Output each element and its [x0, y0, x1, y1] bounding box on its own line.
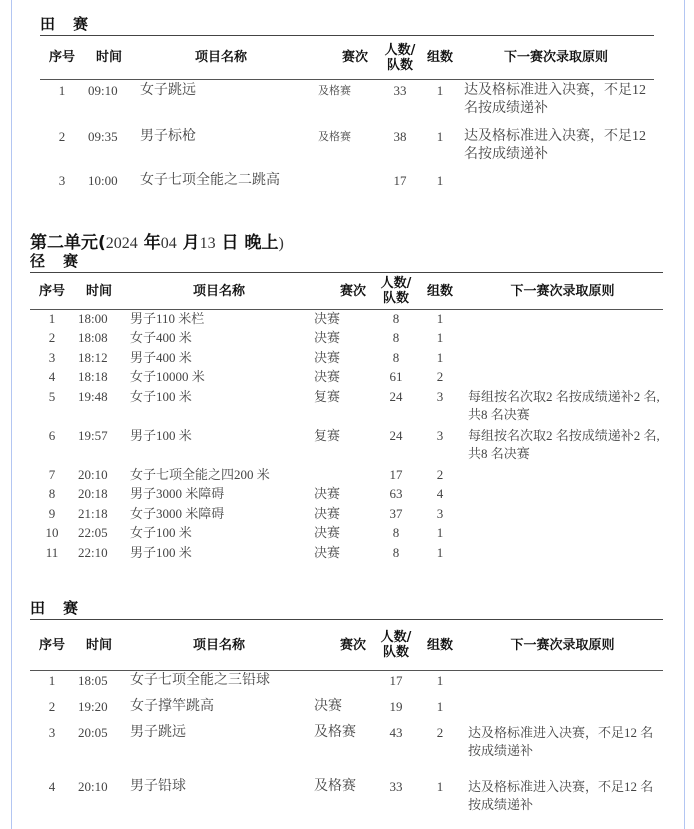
cell-no: 9: [48, 505, 56, 521]
cell-groups: 1: [436, 778, 444, 794]
section-title: [40, 13, 654, 35]
cell-count: 17: [389, 673, 403, 688]
cell-groups: 2: [436, 466, 444, 482]
table-row: [30, 349, 663, 369]
cell-count: 33: [393, 83, 407, 98]
table-row: [30, 544, 663, 564]
cell-groups: 1: [436, 544, 444, 560]
cell-round: 决赛: [314, 349, 341, 365]
cell-name: 女子七项全能之三铅球: [130, 673, 270, 688]
cell-name: 男子标枪: [140, 128, 196, 144]
unit-year: 2024: [105, 235, 138, 252]
cell-count: 8: [392, 311, 400, 326]
cell-rule: 达及格标准进入决赛，不足12 名按成绩递补: [468, 778, 654, 812]
cell-name: 男子100 米: [130, 427, 192, 443]
cell-groups: 1: [436, 698, 444, 714]
cell-rule: [462, 544, 663, 564]
section-title-char-2: 赛: [73, 15, 89, 33]
cell-count: 38: [393, 128, 407, 144]
cell-time: 20:18: [78, 486, 108, 501]
header-count-line1: 人数/: [384, 42, 416, 58]
table-header-row: [30, 620, 663, 671]
cell-rule: [462, 466, 663, 486]
unit-year-label: 年: [143, 233, 161, 253]
cell-count: 17: [393, 172, 407, 188]
cell-name: 女子10000 米: [130, 369, 205, 384]
section-title-char-2: 赛: [63, 599, 79, 617]
table-row: [30, 723, 663, 777]
section-title-char-2: 赛: [63, 252, 79, 270]
table-row: [30, 368, 663, 388]
header-count: [374, 620, 418, 671]
table-row: [30, 466, 663, 486]
cell-round: [314, 671, 374, 697]
cell-time: 18:12: [78, 349, 108, 365]
cell-rule: [462, 349, 663, 369]
header-count-line2: 队数: [386, 57, 413, 73]
cell-round: 决赛: [314, 311, 341, 326]
header-groups: 组数: [426, 637, 453, 653]
cell-name: 女子100 米: [130, 525, 192, 540]
header-round-label: 赛次: [341, 50, 368, 65]
cell-no: 10: [45, 525, 59, 540]
cell-count: 24: [389, 388, 403, 404]
cell-no: 2: [58, 128, 66, 144]
header-time: 时间: [95, 50, 122, 65]
cell-count: 33: [389, 778, 403, 794]
cell-count: 24: [389, 427, 403, 443]
cell-count: 8: [392, 544, 400, 560]
cell-time: 10:00: [88, 172, 118, 188]
header-round: [314, 620, 374, 671]
cell-round: [308, 170, 378, 198]
page-border-right: [684, 0, 685, 829]
cell-time: 18:00: [78, 311, 108, 326]
cell-time: 09:35: [88, 128, 118, 144]
cell-count: 37: [389, 505, 403, 521]
cell-groups: 1: [436, 172, 444, 188]
unit-prefix: 第二单元(: [30, 233, 106, 253]
header-name: 项目名称: [192, 637, 245, 653]
cell-groups: 1: [436, 330, 444, 345]
section-title-char-1: 田: [30, 599, 46, 617]
cell-groups: 3: [436, 427, 444, 443]
cell-round: 复赛: [314, 427, 341, 443]
table-row: [30, 485, 663, 505]
cell-rule: 达及格标准进入决赛，不足12 名按成绩递补: [468, 724, 654, 758]
cell-round: 决赛: [314, 330, 341, 345]
cell-count: 61: [389, 369, 403, 384]
field-events-table-2: [30, 619, 663, 827]
cell-rule: [458, 170, 654, 198]
cell-count: 43: [389, 724, 403, 740]
cell-groups: 3: [436, 388, 444, 404]
cell-count: 8: [392, 349, 400, 365]
track-events-section: [30, 250, 663, 563]
cell-rule: [462, 310, 663, 330]
table-row: [30, 505, 663, 525]
header-count-line2: 队数: [382, 291, 409, 306]
field-events-table-1: [40, 35, 654, 198]
cell-time: 22:10: [78, 544, 108, 560]
header-round: [308, 36, 378, 80]
cell-rule: [462, 485, 663, 505]
header-round-label: 赛次: [339, 637, 366, 653]
cell-no: 2: [48, 698, 56, 714]
table-row: [40, 80, 654, 124]
cell-time: 09:10: [88, 83, 118, 98]
cell-name: 女子撑竿跳高: [130, 698, 214, 714]
header-rule: 下一赛次录取原则: [503, 50, 608, 65]
cell-rule: 每组按名次取2 名按成绩递补2 名,共8 名决赛: [468, 427, 660, 461]
header-rule: 下一赛次录取原则: [510, 283, 615, 299]
cell-round: 及格赛: [318, 85, 351, 97]
unit-suffix: ): [278, 235, 284, 252]
cell-name: 男子110 米栏: [130, 311, 205, 326]
cell-groups: 2: [436, 724, 444, 740]
table-header-row: [30, 273, 663, 310]
unit-2-title: [30, 228, 284, 253]
cell-no: 2: [48, 330, 56, 345]
cell-name: 男子3000 米障碍: [130, 486, 225, 501]
header-name: 项目名称: [194, 50, 247, 65]
cell-round: 及格赛: [314, 724, 356, 740]
cell-rule: [462, 505, 663, 525]
cell-name: 男子铅球: [130, 778, 186, 794]
cell-groups: 1: [436, 311, 444, 326]
header-count-line2: 队数: [382, 645, 409, 660]
table-row: [30, 697, 663, 723]
cell-time: 20:10: [78, 466, 108, 482]
cell-no: 5: [48, 388, 56, 404]
cell-no: 4: [48, 778, 56, 794]
cell-count: 8: [392, 525, 400, 540]
table-header-row: [40, 36, 654, 80]
cell-count: 19: [389, 698, 403, 714]
cell-time: 21:18: [78, 505, 108, 521]
header-count-line1: 人数/: [380, 276, 412, 291]
cell-groups: 1: [436, 128, 444, 144]
cell-count: 63: [389, 486, 403, 501]
cell-no: 3: [48, 349, 56, 365]
section-title-char-1: 径: [30, 252, 46, 270]
cell-round: 决赛: [314, 525, 341, 540]
cell-groups: 1: [436, 83, 444, 98]
header-round: [314, 273, 374, 310]
cell-name: 女子400 米: [130, 330, 192, 345]
cell-groups: 3: [436, 505, 444, 521]
table-row: [30, 777, 663, 827]
header-name: 项目名称: [192, 283, 245, 299]
cell-round: 决赛: [314, 505, 341, 521]
cell-rule: 达及格标准进入决赛，不足12 名按成绩递补: [464, 83, 646, 116]
cell-rule: 达及格标准进入决赛，不足12 名按成绩递补: [464, 128, 646, 162]
cell-no: 3: [48, 724, 56, 740]
table-row: [40, 124, 654, 170]
cell-time: 18:05: [78, 673, 108, 688]
header-count: [378, 36, 422, 80]
unit-month-label: 月: [182, 233, 200, 253]
cell-groups: 1: [436, 349, 444, 365]
section-title-char-1: 田: [40, 15, 56, 33]
table-row: [30, 310, 663, 330]
cell-round: 决赛: [314, 544, 341, 560]
cell-round: 决赛: [314, 698, 342, 714]
field-events-section-1: [40, 13, 654, 198]
cell-count: 17: [389, 466, 403, 482]
cell-name: 女子3000 米障碍: [130, 505, 225, 521]
track-events-table: [30, 272, 663, 563]
table-row: [30, 524, 663, 544]
cell-name: 男子跳远: [130, 724, 186, 740]
page-border-left: [11, 0, 12, 829]
header-groups: 组数: [426, 283, 453, 299]
cell-name: 男子100 米: [130, 544, 192, 560]
cell-rule: [462, 697, 663, 723]
field-events-section-2: [30, 597, 663, 827]
cell-round: 复赛: [314, 388, 341, 404]
section-title: [30, 597, 663, 619]
cell-no: 1: [48, 311, 56, 326]
cell-rule: [462, 524, 663, 544]
unit-period: 晚上: [244, 233, 279, 253]
cell-time: 18:18: [78, 369, 108, 384]
cell-rule: 每组按名次取2 名按成绩递补2 名,共8 名决赛: [468, 388, 660, 422]
table-row: [30, 388, 663, 427]
cell-time: 22:05: [78, 525, 108, 540]
header-time: 时间: [85, 283, 112, 299]
cell-time: 20:10: [78, 778, 108, 794]
cell-groups: 1: [436, 673, 444, 688]
cell-name: 女子100 米: [130, 388, 192, 404]
cell-round: 及格赛: [314, 778, 356, 794]
cell-round: [314, 466, 374, 486]
cell-count: 8: [392, 330, 400, 345]
cell-rule: [462, 329, 663, 349]
cell-round: 决赛: [314, 369, 341, 384]
unit-day-label: 日: [221, 233, 239, 253]
cell-name: 男子400 米: [130, 349, 192, 365]
cell-round: 及格赛: [318, 130, 351, 143]
cell-rule: [462, 368, 663, 388]
cell-rule: [462, 671, 663, 697]
header-round-label: 赛次: [339, 283, 366, 299]
header-rule: 下一赛次录取原则: [510, 637, 615, 653]
cell-no: 6: [48, 427, 56, 443]
cell-round: 决赛: [314, 486, 341, 501]
table-row: [30, 427, 663, 466]
header-count: [374, 273, 418, 310]
header-time: 时间: [85, 637, 112, 653]
cell-no: 11: [45, 544, 59, 560]
cell-name: 女子跳远: [140, 83, 196, 98]
cell-no: 1: [48, 673, 56, 688]
section-title: [30, 250, 663, 272]
table-row: [40, 170, 654, 198]
cell-no: 1: [58, 83, 66, 98]
header-groups: 组数: [426, 50, 453, 65]
unit-month: 04: [160, 235, 177, 252]
header-count-line1: 人数/: [380, 630, 412, 645]
cell-groups: 2: [436, 369, 444, 384]
cell-no: 7: [48, 466, 56, 482]
unit-day: 13: [199, 235, 216, 252]
cell-groups: 4: [436, 486, 444, 501]
cell-name: 女子七项全能之四200 米: [130, 466, 270, 482]
cell-time: 19:57: [78, 427, 108, 443]
cell-no: 3: [58, 172, 66, 188]
cell-groups: 1: [436, 525, 444, 540]
table-row: [30, 671, 663, 697]
table-row: [30, 329, 663, 349]
cell-time: 19:48: [78, 388, 108, 404]
header-no: 序号: [38, 637, 65, 653]
cell-name: 女子七项全能之二跳高: [140, 172, 280, 188]
cell-time: 19:20: [78, 698, 108, 714]
cell-no: 4: [48, 369, 56, 384]
header-no: 序号: [38, 283, 65, 299]
cell-no: 8: [48, 486, 56, 501]
cell-time: 20:05: [78, 724, 108, 740]
header-no: 序号: [48, 50, 75, 65]
cell-time: 18:08: [78, 330, 108, 345]
